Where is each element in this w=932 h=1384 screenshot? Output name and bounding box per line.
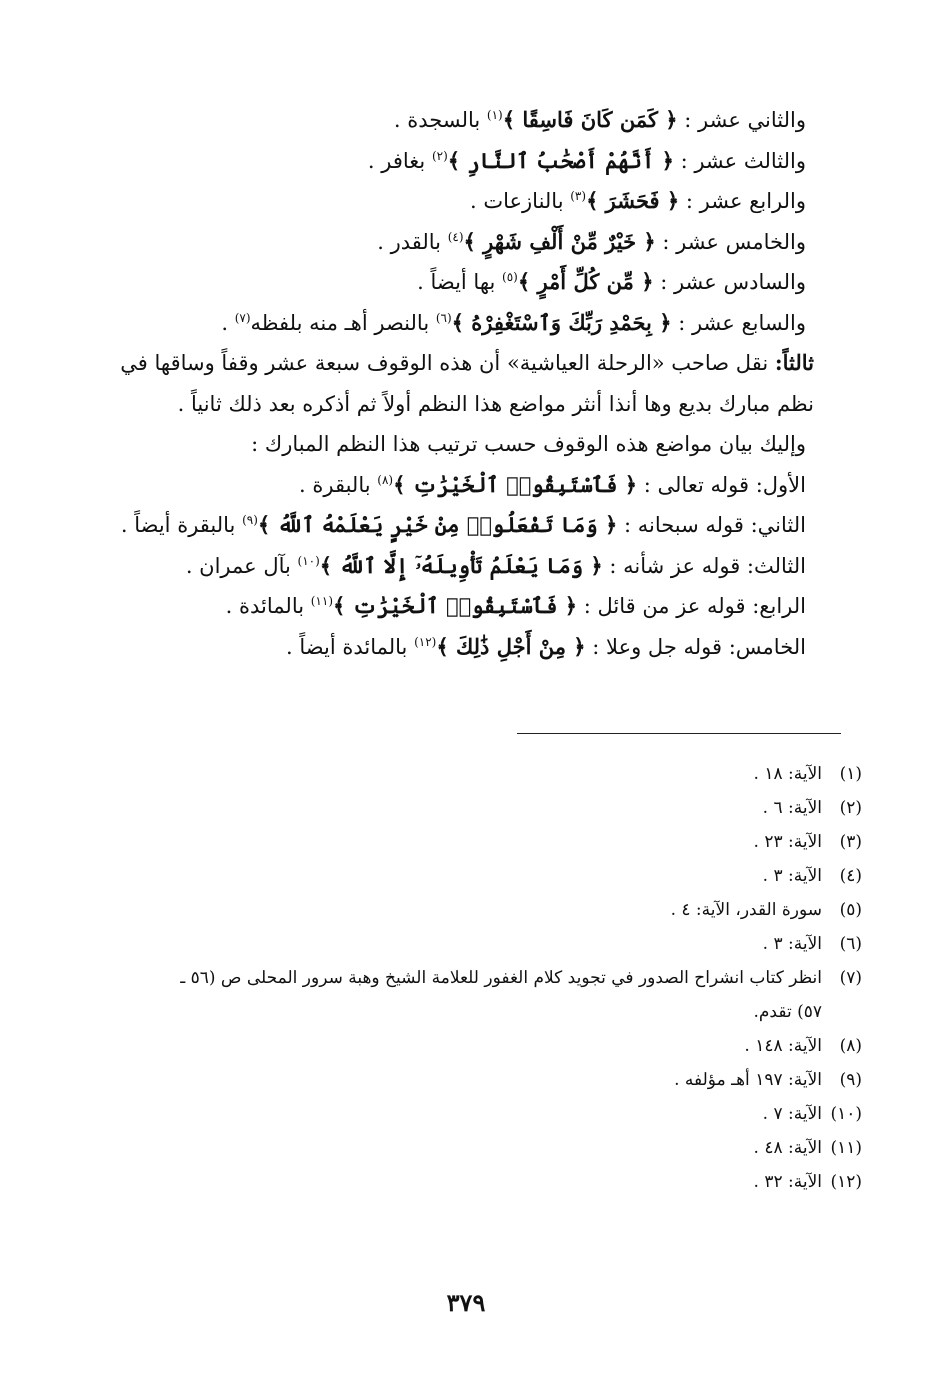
surah-ref: بالمائدة أيضاً . xyxy=(286,634,415,659)
quran-verse: ﴿ خَيْرٌ مِّنْ أَلْفِ شَهْرٍ ﴾ xyxy=(463,228,656,254)
footnote-number: (٩) xyxy=(839,1070,862,1090)
period: . xyxy=(221,310,235,335)
footnote-ref[interactable]: (٣) xyxy=(570,189,587,203)
footnote-number: (١٢) xyxy=(830,1172,862,1192)
surah-ref: بالنازعات . xyxy=(469,189,571,213)
quran-verse: ﴿ مِنْ أَجْلِ ذَٰلِكَ ﴾ xyxy=(436,633,586,659)
stop-label: والسادس عشر : xyxy=(660,270,806,294)
main-text xyxy=(96,100,814,667)
paragraph-line-1 xyxy=(90,343,814,384)
footnote-text: انظر كتاب انشراح الصدور في تجويد كلام الغفور للعلامة الشيخ وهبة سرور المحلى ص (٥٦ ـ xyxy=(180,968,822,988)
quran-verse: ﴿ وَمَا تَفْعَلُوا۟ مِنْ خَيْرٍ يَعْلَمْهُ ٱللَّهُ ﴾ xyxy=(257,512,618,537)
stop-line-16 xyxy=(96,262,806,303)
stop-line-12 xyxy=(96,100,806,141)
footnote-7-continuation xyxy=(90,995,862,1029)
quran-verse: ﴿ مِّن كُلِّ أَمْرٍ ﴾ xyxy=(517,269,654,294)
footnote-4 xyxy=(90,859,862,893)
footnote-number: (٥) xyxy=(839,900,862,920)
stop-line-17 xyxy=(96,303,806,344)
quran-verse: ﴿ وَمَا يَعْلَمُ تَأْوِيلَهُۥٓ إِلَّا ٱللَّهُ ﴾ xyxy=(319,552,603,578)
footnote-text: ٥٧) تقدم. xyxy=(753,1002,822,1022)
footnote-ref[interactable]: (١) xyxy=(486,108,503,122)
footnote-text: الآية: ٦ . xyxy=(762,798,822,818)
footnotes xyxy=(90,757,862,1199)
footnote-number: (١١) xyxy=(830,1138,862,1158)
footnote-text: الآية: ٢٣ . xyxy=(753,832,822,852)
footnote-number: (٤) xyxy=(839,866,862,886)
footnote-12 xyxy=(90,1165,862,1199)
footnote-8 xyxy=(90,1029,862,1063)
stop-line-14 xyxy=(96,181,806,222)
surah-ref: بالقدر . xyxy=(377,229,448,254)
position-label: الرابع: قوله عز من قائل : xyxy=(583,594,806,618)
surah-ref: بالبقرة . xyxy=(299,472,378,497)
footnote-ref[interactable]: (٢) xyxy=(431,148,448,163)
footnote-ref[interactable]: (٥) xyxy=(502,270,518,284)
stop-label: والثالث عشر : xyxy=(680,148,806,173)
footnote-separator xyxy=(517,733,841,734)
position-label: الأول: قوله تعالى : xyxy=(643,472,806,497)
footnote-ref[interactable]: (١٢) xyxy=(414,634,437,649)
footnote-ref[interactable]: (٨) xyxy=(377,472,394,487)
paragraph-text: نقل صاحب «الرحلة العياشية» أن هذه الوقوف سبعة عشر وقفاً وساقها في xyxy=(120,351,775,375)
footnote-text: سورة القدر، الآية: ٤ . xyxy=(670,900,822,920)
footnote-5 xyxy=(90,893,862,927)
position-line-5 xyxy=(96,627,806,668)
footnote-ref[interactable]: (٩) xyxy=(242,513,258,527)
stop-label: والثاني عشر : xyxy=(684,108,806,132)
stop-line-13 xyxy=(96,141,806,182)
footnote-6 xyxy=(90,927,862,961)
footnote-text: الآية: ١٤٨ . xyxy=(744,1036,822,1056)
paragraph-lead: ثالثاً: xyxy=(774,350,814,375)
stop-line-15 xyxy=(96,222,806,263)
surah-ref: بالمائدة . xyxy=(225,594,311,618)
page-number: ٣٧٩ xyxy=(446,1288,486,1317)
footnote-ref[interactable]: (٤) xyxy=(447,229,464,244)
footnote-number: (٨) xyxy=(839,1036,862,1056)
footnote-number: (٧) xyxy=(839,968,862,988)
footnote-7 xyxy=(90,961,862,995)
surah-ref: بالسجدة . xyxy=(393,108,487,132)
footnote-text: الآية: ٧ . xyxy=(762,1104,822,1124)
footnote-2 xyxy=(90,791,862,825)
footnote-number: (١٠) xyxy=(830,1104,862,1124)
paragraph-line-2 xyxy=(90,384,814,425)
footnote-ref[interactable]: (١٠) xyxy=(297,553,320,568)
stop-label: والرابع عشر : xyxy=(685,189,806,213)
footnote-number: (٣) xyxy=(839,832,862,852)
quran-verse: ﴿ فَٱسْتَبِقُوا۟ ٱلْخَيْرَٰتِ ﴾ xyxy=(393,471,638,497)
quran-verse: ﴿ بِحَمْدِ رَبِّكَ وَٱسْتَغْفِرْهُ ﴾ xyxy=(451,309,672,335)
intro-line xyxy=(96,424,806,465)
footnote-3 xyxy=(90,825,862,859)
footnote-text: الآية: ٣٢ . xyxy=(753,1172,822,1192)
footnote-number: (٢) xyxy=(839,798,862,818)
footnote-text: الآية: ١٨ . xyxy=(753,764,822,784)
footnote-number: (١) xyxy=(839,764,862,784)
footnote-text: الآية: ٣ . xyxy=(762,866,822,886)
position-label: الثاني: قوله سبحانه : xyxy=(623,513,806,537)
surah-ref: بآل عمران . xyxy=(185,553,298,578)
footnote-text: الآية: ٤٨ . xyxy=(753,1138,822,1158)
footnote-text: الآية: ٣ . xyxy=(762,934,822,954)
surah-ref: بغافر . xyxy=(367,148,432,173)
footnote-text: الآية: ١٩٧ أهـ مؤلفه . xyxy=(674,1070,822,1090)
position-line-2 xyxy=(96,505,806,546)
quran-verse: ﴿ فَحَشَرَ ﴾ xyxy=(586,188,680,213)
footnote-11 xyxy=(90,1131,862,1165)
position-label: الخامس: قوله جل وعلا : xyxy=(592,634,806,659)
footnote-ref[interactable]: (١١) xyxy=(310,594,333,608)
surah-ref: بالبقرة أيضاً . xyxy=(120,513,243,537)
quran-verse: ﴿ كَمَن كَانَ فَاسِقًا ﴾ xyxy=(502,107,678,132)
paragraph-text: نظم مبارك بديع وها أنذا أنثر مواضع هذا النظم أولاً ثم أذكره بعد ذلك ثانياً . xyxy=(177,391,814,416)
stop-label: والسابع عشر : xyxy=(678,310,806,335)
intro-text: وإليك بيان مواضع هذه الوقوف حسب ترتيب هذا النظم المبارك : xyxy=(251,432,806,456)
position-line-1 xyxy=(96,465,806,506)
quran-verse: ﴿ أَنَّهُمْ أَصْحَٰبُ ٱلنَّارِ ﴾ xyxy=(447,147,674,173)
footnote-1 xyxy=(90,757,862,791)
position-line-4 xyxy=(96,586,806,627)
surah-ref: بالنصر أهـ منه بلفظه xyxy=(250,310,436,335)
surah-ref: بها أيضاً . xyxy=(417,270,503,294)
position-line-3 xyxy=(96,546,806,587)
quran-verse: ﴿ فَٱسْتَبِقُوا۟ ٱلْخَيْرَٰتِ ﴾ xyxy=(333,593,578,618)
position-label: الثالث: قوله عز شأنه : xyxy=(609,553,806,578)
footnote-10 xyxy=(90,1097,862,1131)
footnote-ref[interactable]: (٦) xyxy=(435,310,452,325)
footnote-number: (٦) xyxy=(839,934,862,954)
footnote-ref[interactable]: (٧) xyxy=(234,310,251,325)
footnote-9 xyxy=(90,1063,862,1097)
stop-label: والخامس عشر : xyxy=(662,229,806,254)
